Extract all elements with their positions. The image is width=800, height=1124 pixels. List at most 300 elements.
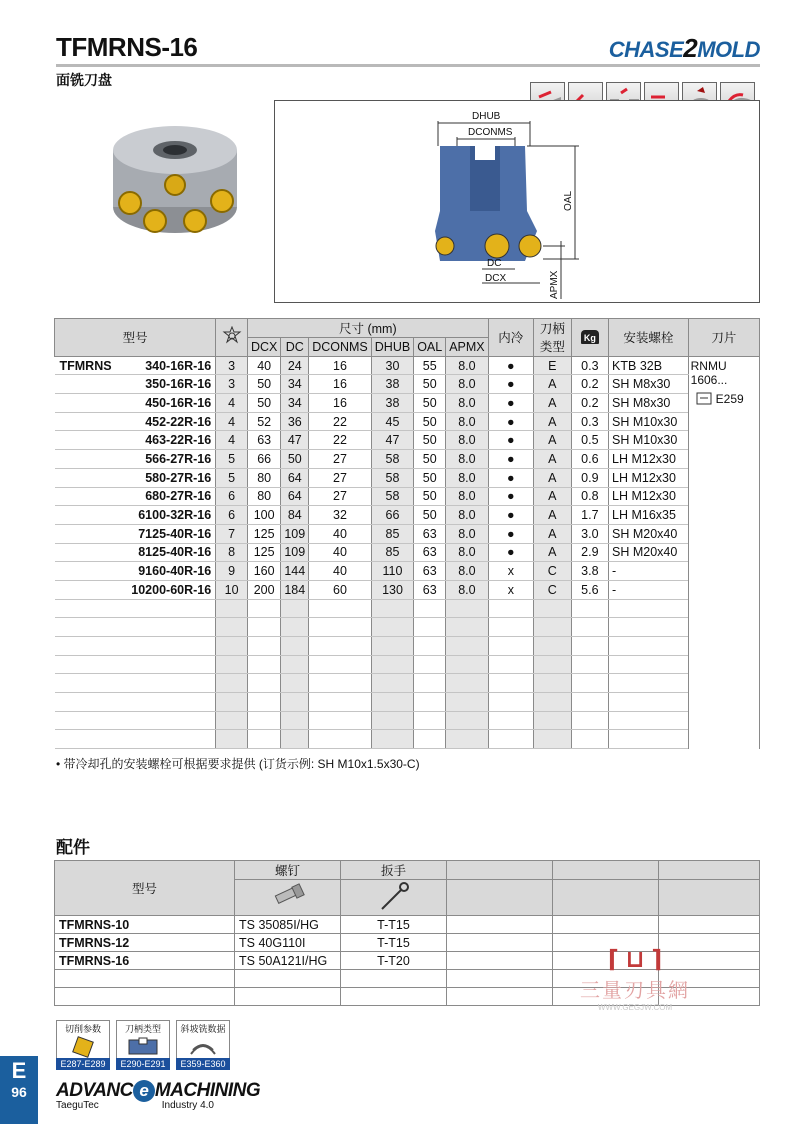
cell-apmx: 8.0 [446,450,488,469]
ref-label: 切削参数 [56,1020,110,1036]
cell-dc [281,655,309,674]
cell-screw: KTB 32B [609,356,689,375]
cell-screw: LH M16x35 [609,506,689,525]
ref-shank-type[interactable] [116,1020,170,1070]
acc-cell-wrench [341,970,447,988]
cell-dcx: 125 [247,524,280,543]
cell-z [216,674,248,693]
cutting-data-icon [56,1036,110,1058]
table-row [55,730,760,749]
cell-oal: 50 [414,431,446,450]
insert-ref-code: E259 [715,391,744,406]
cell-apmx: 8.0 [446,580,488,599]
screw-picture [235,880,341,916]
cell-type: C [533,562,571,581]
model-code: 9160-40R-16 [138,564,212,579]
wrench-icon [374,881,414,911]
cell-oal: 50 [414,375,446,394]
cell-kg: 0.6 [571,450,608,469]
cell-z: 10 [216,580,248,599]
cell-type [533,655,571,674]
cell-coolant: ● [488,394,533,413]
cell-apmx [446,637,488,656]
cell-z [216,599,248,618]
cell-dhub [371,599,413,618]
model-cell [55,637,216,656]
cell-dhub [371,637,413,656]
cell-apmx: 8.0 [446,412,488,431]
cell-dconms: 22 [309,431,372,450]
model-cell [55,450,216,469]
watermark-logo: ⌈ ⊔ ⌉ [607,946,663,973]
cell-dcx: 63 [247,431,280,450]
cell-dconms [309,637,372,656]
cell-type: A [533,487,571,506]
cell-coolant: ● [488,543,533,562]
acc-col-model: 型号 [55,861,235,916]
cell-dhub: 66 [371,506,413,525]
model-code: 8125-40R-16 [138,545,212,560]
cell-dhub: 130 [371,580,413,599]
cell-dc: 184 [281,580,309,599]
cell-screw: SH M8x30 [609,394,689,413]
cell-screw [609,655,689,674]
col-insert: 刀片 [688,319,759,357]
table-row [55,412,760,431]
col-dcx: DCX [247,338,280,357]
industry-label: Industry 4.0 [161,1100,214,1111]
cell-kg: 0.9 [571,468,608,487]
cell-dhub: 47 [371,431,413,450]
acc-cell-wrench: T-T15 [341,934,447,952]
weight-icon: Kg [581,330,599,344]
wrench-picture [341,880,447,916]
col-dims-group: 尺寸 (mm) [247,319,488,338]
cell-screw [609,711,689,730]
cell-type: A [533,506,571,525]
cell-type [533,711,571,730]
cell-oal: 63 [414,543,446,562]
advance-text-a: ADVANC [56,1080,133,1101]
ref-ramping-data[interactable] [176,1020,230,1070]
model-code: 7125-40R-16 [138,526,212,541]
product-table [54,318,760,749]
cell-dconms: 40 [309,562,372,581]
model-cell [55,543,216,562]
cell-oal [414,655,446,674]
catalog-page-icon [695,391,713,407]
brand-text-1: CHASE [608,37,684,62]
table-row [55,524,760,543]
cell-dconms: 32 [309,506,372,525]
col-coolant: 内冷 [488,319,533,357]
cell-dhub [371,674,413,693]
cell-type [533,730,571,749]
cell-apmx [446,730,488,749]
col-dc: DC [281,338,309,357]
cell-oal [414,674,446,693]
cell-dcx [247,655,280,674]
cell-dcx [247,693,280,712]
model-cell [55,711,216,730]
cell-dhub: 38 [371,394,413,413]
table-row [55,693,760,712]
cell-coolant: ● [488,468,533,487]
model-cell [55,375,216,394]
header-divider [56,64,760,67]
cell-dhub [371,711,413,730]
cell-type [533,599,571,618]
table-row [55,375,760,394]
ref-code: E287-E289 [56,1058,110,1070]
cell-dhub: 38 [371,375,413,394]
insert-reference[interactable] [695,391,744,407]
cell-coolant: ● [488,487,533,506]
cell-type: A [533,543,571,562]
cell-dcx [247,599,280,618]
cell-coolant [488,637,533,656]
cell-dhub: 45 [371,412,413,431]
cell-kg [571,674,608,693]
cell-screw [609,637,689,656]
col-model: 型号 [55,319,216,357]
col-apmx: APMX [446,338,488,357]
cell-oal [414,730,446,749]
cell-dconms: 27 [309,487,372,506]
acc-cell-model [55,970,235,988]
model-code: 680-27R-16 [145,489,212,504]
model-code: 350-16R-16 [145,377,212,392]
model-cell [55,674,216,693]
table-row [55,618,760,637]
model-cell [55,468,216,487]
technical-drawing [274,100,760,303]
cell-oal: 63 [414,580,446,599]
cell-screw [609,618,689,637]
acc-cell-e1 [447,952,553,970]
cell-oal [414,618,446,637]
model-cell [55,655,216,674]
cell-dcx [247,637,280,656]
cell-type [533,618,571,637]
insert-line-2: 1606... [690,372,728,387]
cell-dc: 144 [281,562,309,581]
cell-z: 5 [216,450,248,469]
acc-cell-screw: TS 50A121I/HG [235,952,341,970]
table-row [55,506,760,525]
acc-cell-screw [235,970,341,988]
model-code: 452-22R-16 [145,414,212,429]
order-note: • 带冷却孔的安装螺栓可根据要求提供 (订货示例: SH M10x1.5x30-C) [56,757,420,771]
cell-kg: 0.8 [571,487,608,506]
cell-dconms [309,730,372,749]
cell-dcx [247,674,280,693]
brand-text-2: 2 [683,33,698,63]
page-number: 96 [11,1084,27,1100]
table-row [55,543,760,562]
cell-oal: 50 [414,468,446,487]
cell-type: A [533,375,571,394]
cell-dcx [247,730,280,749]
acc-cell-wrench: T-T15 [341,916,447,934]
cell-coolant: ● [488,356,533,375]
advance-subline [56,1100,214,1111]
cell-dcx: 125 [247,543,280,562]
acc-cell-e1 [447,916,553,934]
cell-screw: SH M10x30 [609,412,689,431]
acc-cell-e3 [659,916,760,934]
cell-type: A [533,450,571,469]
teeth-count-icon [222,326,242,346]
cell-apmx: 8.0 [446,356,488,375]
model-prefix: TFMRNS [59,358,112,373]
cell-apmx: 8.0 [446,468,488,487]
cell-z: 4 [216,394,248,413]
cell-kg [571,693,608,712]
cell-coolant: ● [488,506,533,525]
cell-dconms: 22 [309,412,372,431]
model-cell [55,562,216,581]
cell-z: 6 [216,506,248,525]
cell-z: 8 [216,543,248,562]
dim-oal: OAL [563,190,574,211]
cell-z [216,618,248,637]
cell-type [533,637,571,656]
cell-screw: LH M12x30 [609,450,689,469]
model-cell [55,506,216,525]
cell-apmx: 8.0 [446,375,488,394]
cell-z [216,730,248,749]
insert-line-1: RNMU [690,358,727,373]
cell-oal: 50 [414,506,446,525]
cell-dhub [371,655,413,674]
cell-kg [571,618,608,637]
table-row [55,431,760,450]
cell-dhub [371,693,413,712]
cell-kg [571,730,608,749]
acc-cell-model: TFMRNS-16 [55,952,235,970]
cell-type: C [533,580,571,599]
cell-kg [571,637,608,656]
cell-kg [571,711,608,730]
model-code: 10200-60R-16 [131,582,212,597]
cell-oal: 50 [414,412,446,431]
acc-cell-screw: TS 40G110I [235,934,341,952]
cell-dconms [309,655,372,674]
table-row [55,599,760,618]
ref-cutting-data[interactable] [56,1020,110,1070]
cell-coolant [488,618,533,637]
cell-dhub [371,618,413,637]
cell-dconms [309,674,372,693]
cell-z: 6 [216,487,248,506]
model-code: 450-16R-16 [145,395,212,410]
cell-dhub: 58 [371,450,413,469]
ref-label: 刀柄类型 [116,1020,170,1036]
cell-dc [281,618,309,637]
cell-dconms: 60 [309,580,372,599]
cell-dhub: 85 [371,543,413,562]
cell-apmx: 8.0 [446,524,488,543]
cell-coolant [488,599,533,618]
cell-dc: 64 [281,487,309,506]
cell-z: 4 [216,412,248,431]
model-cell [55,580,216,599]
watermark-url: WWW.GEGJW.COM [597,1003,673,1012]
cell-coolant: x [488,562,533,581]
cell-type [533,693,571,712]
cell-dconms [309,599,372,618]
cell-coolant: ● [488,431,533,450]
cell-type: A [533,394,571,413]
cell-dc: 64 [281,468,309,487]
cell-z: 3 [216,375,248,394]
cell-screw: SH M20x40 [609,543,689,562]
cell-apmx: 8.0 [446,543,488,562]
cell-dc [281,674,309,693]
cell-dhub: 58 [371,487,413,506]
cell-type: A [533,524,571,543]
cell-kg: 2.9 [571,543,608,562]
cell-dcx: 52 [247,412,280,431]
cell-screw [609,730,689,749]
cell-dc: 24 [281,356,309,375]
cell-dconms: 27 [309,450,372,469]
cell-dc: 36 [281,412,309,431]
col-oal: OAL [414,338,446,357]
accessories-title: 配件 [56,838,90,857]
advance-text-b: MACHINING [154,1080,261,1101]
acc-cell-e1 [447,988,553,1006]
cell-dhub [371,730,413,749]
table-row [55,562,760,581]
watermark-text: 三量刃具網 [580,980,690,1002]
cell-coolant [488,730,533,749]
cell-dconms: 16 [309,356,372,375]
cell-apmx [446,674,488,693]
cell-kg: 0.3 [571,412,608,431]
advance-e-badge: e [133,1080,155,1102]
acc-cell-wrench: T-T20 [341,952,447,970]
cell-dconms [309,711,372,730]
cell-dconms: 27 [309,468,372,487]
cell-dcx [247,618,280,637]
cell-screw: - [609,580,689,599]
cell-apmx: 8.0 [446,506,488,525]
cell-apmx [446,711,488,730]
cell-kg: 0.5 [571,431,608,450]
cell-kg: 1.7 [571,506,608,525]
model-cell [55,693,216,712]
cell-coolant: x [488,580,533,599]
cell-apmx: 8.0 [446,431,488,450]
brand-logo [609,33,760,64]
table-row [55,394,760,413]
cell-coolant [488,674,533,693]
cell-screw: LH M12x30 [609,468,689,487]
cell-kg: 0.2 [571,394,608,413]
model-code: 580-27R-16 [145,470,212,485]
cell-apmx [446,599,488,618]
cell-coolant [488,711,533,730]
acc-cell-screw [235,988,341,1006]
model-cell [55,356,216,375]
cell-coolant: ● [488,375,533,394]
cell-dcx: 200 [247,580,280,599]
acc-cell-screw: TS 35085I/HG [235,916,341,934]
col-screw: 安装螺栓 [609,319,689,357]
cell-oal [414,711,446,730]
acc-col-empty-3 [659,861,760,880]
cell-dconms [309,693,372,712]
cell-kg: 3.8 [571,562,608,581]
cell-dc: 47 [281,431,309,450]
cell-dc: 84 [281,506,309,525]
cutter-photo [100,115,250,245]
cell-dc: 34 [281,375,309,394]
cell-dconms: 40 [309,543,372,562]
cell-type: A [533,431,571,450]
cell-coolant: ● [488,412,533,431]
ref-label: 斜坡铣数据 [176,1020,230,1036]
acc-cell-wrench [341,988,447,1006]
acc-col-empty-1 [447,861,553,880]
cell-dconms: 16 [309,375,372,394]
cell-dconms: 16 [309,394,372,413]
acc-col-empty-2 [553,861,659,880]
model-code: 340-16R-16 [145,358,212,373]
cell-dcx: 40 [247,356,280,375]
cell-kg: 0.2 [571,375,608,394]
cell-dcx: 50 [247,394,280,413]
acc-cell-model: TFMRNS-12 [55,934,235,952]
cell-kg [571,599,608,618]
brand-text-3: MOLD [697,37,760,62]
cell-dcx: 80 [247,468,280,487]
table-row [55,580,760,599]
cell-dc [281,693,309,712]
cell-screw [609,693,689,712]
ref-code: E359-E360 [176,1058,230,1070]
cell-z [216,693,248,712]
model-cell [55,487,216,506]
cell-oal: 50 [414,487,446,506]
cell-kg [571,655,608,674]
cell-oal: 50 [414,450,446,469]
ramping-data-icon [176,1036,230,1058]
cell-oal: 63 [414,562,446,581]
cell-kg: 3.0 [571,524,608,543]
cell-apmx: 8.0 [446,487,488,506]
table-row [55,674,760,693]
dim-dhub: DHUB [472,111,501,122]
cell-z [216,637,248,656]
cell-coolant: ● [488,450,533,469]
cell-z [216,711,248,730]
model-cell [55,431,216,450]
ref-code: E290-E291 [116,1058,170,1070]
cell-screw: - [609,562,689,581]
cell-screw [609,599,689,618]
advance-machining-logo [56,1080,260,1102]
model-code: 463-22R-16 [145,433,212,448]
dim-apmx: APMX [549,270,560,299]
cell-dc: 109 [281,543,309,562]
reference-boxes [56,1020,230,1070]
cell-screw: SH M20x40 [609,524,689,543]
cell-z: 9 [216,562,248,581]
cell-kg: 0.3 [571,356,608,375]
